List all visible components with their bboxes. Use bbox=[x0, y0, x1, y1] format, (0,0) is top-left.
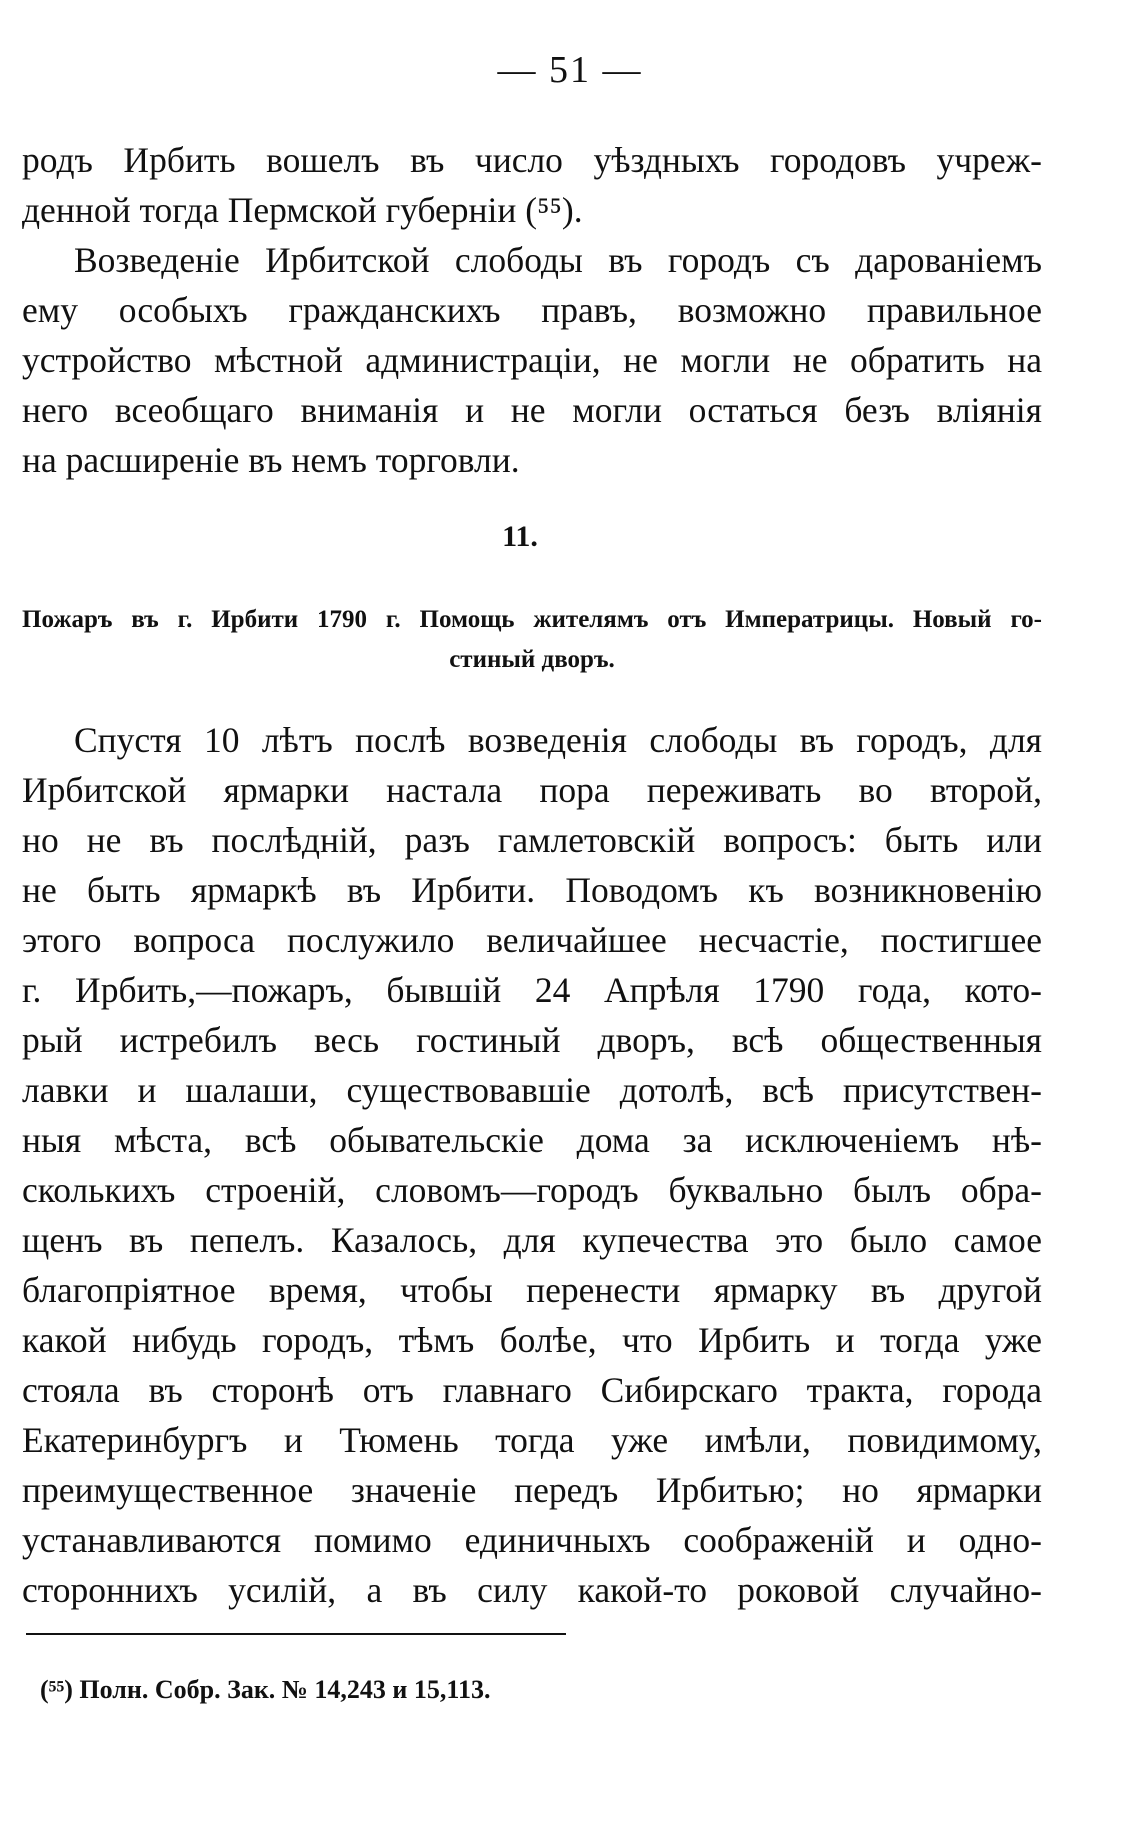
paragraph-line: но не въ послѣдній, разъ гамлетовскій вопросъ: быть или bbox=[22, 820, 1042, 860]
paragraph-line: не быть ярмаркѣ въ Ирбити. Поводомъ къ возникновенію bbox=[22, 870, 1042, 910]
paragraph-line: Екатеринбургъ и Тюмень тогда уже имѣли, повидимому, bbox=[22, 1420, 1042, 1460]
paragraph-line: этого вопроса послужило величайшее несчастіе, постигшее bbox=[22, 920, 1042, 960]
paragraph-line: лавки и шалаши, существовавшіе дотолѣ, всѣ присутствен- bbox=[22, 1070, 1042, 1110]
paragraph-line: на расширеніе въ немъ торговли. bbox=[22, 440, 520, 480]
paragraph-line: какой нибудь городъ, тѣмъ болѣе, что Ирбить и тогда уже bbox=[22, 1320, 1042, 1360]
paragraph-line: него всеобщаго вниманія и не могли остаться безъ вліянія bbox=[22, 390, 1042, 430]
paragraph-line: г. Ирбить,—пожаръ, бывшій 24 Апрѣля 1790 года, кото- bbox=[22, 970, 1042, 1010]
section-title-line: Пожаръ въ г. Ирбити 1790 г. Помощь жителямъ отъ Императрицы. Новый го- bbox=[22, 606, 1042, 633]
footnote-divider bbox=[26, 1633, 566, 1635]
section-title-line: стиный дворъ. bbox=[449, 646, 615, 673]
paragraph-line: Спустя 10 лѣтъ послѣ возведенія слободы въ городъ, для bbox=[74, 720, 1042, 760]
paragraph-line: Ирбитской ярмарки настала пора переживать во второй, bbox=[22, 770, 1042, 810]
paragraph-line: ему особыхъ гражданскихъ правъ, возможно правильное bbox=[22, 290, 1042, 330]
paragraph-line: Возведеніе Ирбитской слободы въ городъ съ дарованіемъ bbox=[74, 240, 1042, 280]
paragraph-line: благопріятное время, чтобы перенести ярмарку въ другой bbox=[22, 1270, 1042, 1310]
paragraph-line: ныя мѣста, всѣ обывательскіе дома за исключеніемъ нѣ- bbox=[22, 1120, 1042, 1160]
paragraph-continuation bbox=[22, 135, 1042, 235]
section-number: 11. bbox=[502, 520, 538, 553]
section-title bbox=[22, 600, 1042, 680]
paragraph-line: щенъ въ пепелъ. Казалось, для купечества это было самое bbox=[22, 1220, 1042, 1260]
paragraph-town-founding bbox=[22, 235, 1042, 485]
paragraph-line: стороннихъ усилій, а въ силу какой-то роковой случайно- bbox=[22, 1570, 1042, 1610]
paragraph-line: сколькихъ строеній, словомъ—городъ буквально былъ обра- bbox=[22, 1170, 1042, 1210]
page-number: — 51 — bbox=[497, 49, 643, 91]
paragraph-line: денной тогда Пермской губерніи (⁵⁵). bbox=[22, 190, 583, 230]
paragraph-line: родъ Ирбить вошелъ въ число уѣздныхъ городовъ учреж- bbox=[22, 140, 1042, 180]
paragraph-line: стояла въ сторонѣ отъ главнаго Сибирскаго тракта, города bbox=[22, 1370, 1042, 1410]
paragraph-line: рый истребилъ весь гостиный дворъ, всѣ общественныя bbox=[22, 1020, 1042, 1060]
footnote: (⁵⁵) Полн. Собр. Зак. № 14,243 и 15,113. bbox=[40, 1675, 491, 1704]
paragraph-line: преимущественное значеніе передъ Ирбитью; но ярмарки bbox=[22, 1470, 1042, 1510]
paragraph-line: устройство мѣстной администраціи, не могли не обратить на bbox=[22, 340, 1042, 380]
paragraph-fire bbox=[22, 715, 1042, 1615]
paragraph-line: устанавливаются помимо единичныхъ соображеній и одно- bbox=[22, 1520, 1042, 1560]
